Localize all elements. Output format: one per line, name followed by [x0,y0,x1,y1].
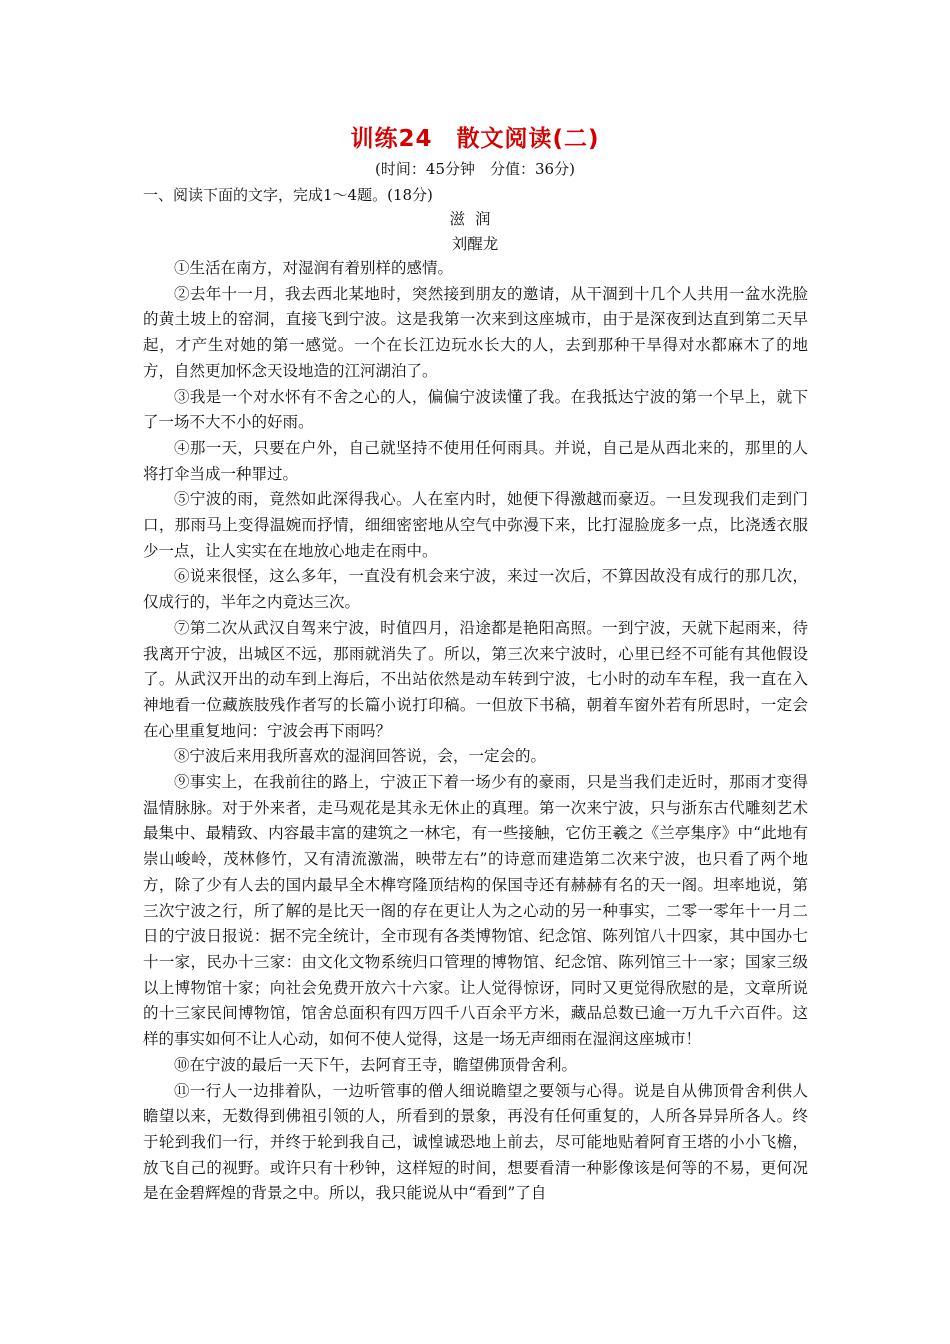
paragraph-7: ⑦第二次从武汉自驾来宁波，时值四月，沿途都是艳阳高照。一到宁波，天就下起雨来，待我离开宁波，出城区不远，那雨就消失了。所以，第三次来宁波时，心里已经不可能有其他假设了。从武汉开出的动车到上海后，不出站依然是动车转到宁波，七小时的动车车程，我一直在入神地看一位藏族肢残作者写的长篇小说打印稿。一但放下书稿，朝着车窗外若有所思时，一定会在心里重复地问：宁波会再下雨吗？ [143,618,808,740]
paragraph-6: ⑥说来很怪，这么多年，一直没有机会来宁波，来过一次后，不算因故没有成行的那几次，仅成行的，半年之内竟达三次。 [143,567,808,612]
essay-title: 滋润 [449,210,501,228]
time-score-info: (时间：45分钟 分值：36分) [375,160,575,178]
essay-body [143,256,808,1207]
paragraph-10: ⑩在宁波的最后一天下午，去阿育王寺，瞻望佛顶骨舍利。 [174,1055,578,1074]
paragraph-3: ③我是一个对水怀有不舍之心的人，偏偏宁波读懂了我。在我抵达宁波的第一个早上，就下了一场不大不小的好雨。 [143,387,808,432]
page-title: 训练24 散文阅读(二) [350,126,600,152]
paragraph-4: ④那一天，只要在户外，自己就坚持不使用任何雨具。并说，自己是从西北来的，那里的人将打伞当成一种罪过。 [143,438,808,483]
paragraph-2: ②去年十一月，我去西北某地时，突然接到朋友的邀请，从干涸到十几个人共用一盆水洗脸的黄土坡上的窑洞，直接飞到宁波。这是我第一次来到这座城市，由于是深夜到达直到第二天早起，才产生对她的第一感觉。一个在长江边玩水长大的人，去到那种干旱得对水都麻木了的地方，自然更加怀念天设地造的江河湖泊了。 [143,284,808,380]
paragraph-1: ①生活在南方，对湿润有着别样的感情。 [174,259,454,277]
paragraph-8: ⑧宁波后来用我所喜欢的湿润回答说，会，一定会的。 [174,747,547,766]
paragraph-5: ⑤宁波的雨，竟然如此深得我心。人在室内时，她便下得激越而豪迈。一旦发现我们走到门口，那雨马上变得温婉而抒情，细细密密地从空气中弥漫下来，比打湿脸庞多一点，比浇透衣服少一点，让人实实在在地放心地走在雨中。 [143,490,808,560]
paragraph-11: ⑪一行人一边排着队，一边听管事的僧人细说瞻望之要领与心得。说是自从佛顶骨舍利供人瞻望以来，无数得到佛祖引领的人，所看到的景象，再没有任何重复的，人所各异异所各人。终于轮到我们一行，并终于轮到我自己，诚惶诚恐地上前去，尽可能地贴着阿育王塔的小小飞檐，放飞自己的视野。或许只有十秒钟，这样短的时间，想要看清一种影像该是何等的不易，更何况是在金碧辉煌的背景之中。所以，我只能说从中“看到”了自 [143,1081,808,1203]
question-instruction: 一、阅读下面的文字，完成1～4题。(18分) [143,186,433,204]
paragraph-9: ⑨事实上，在我前往的路上，宁波正下着一场少有的豪雨，只是当我们走近时，那雨才变得温情脉脉。对于外来者，走马观花是其永无休止的真理。第一次来宁波，只与浙东古代雕刻艺术最集中、最精致、内容最丰富的建筑之一林宅，有一些接触，它仿王羲之《兰亭集序》中“此地有崇山峻岭，茂林修竹，又有清流激湍，映带左右”的诗意而建造第二次来宁波，也只看了两个地方，除了少有人去的国内最早全木榫穹隆顶结构的保国寺还有赫赫有名的天一阁。坦率地说，第三次宁波之行，所了解的是比天一阁的存在更让人为之心动的另一种事实，二零一零年十一月二日的宁波日报说：据不完全统计，全市现有各类博物馆、纪念馆、陈列馆八十四家，其中国办七十一家，民办十三家：由文化文物系统归口管理的博物馆、纪念馆、陈列馆三十一家；国家三级以上博物馆十家；向社会免费开放六十六家。让人觉得惊讶，同时又更觉得欣慰的是，文章所说的十三家民间博物馆，馆舍总面积有四万四千八百余平方米，藏品总数已逾一万九千六百件。这样的事实如何不让人心动，如何不使人觉得，这是一场无声细雨在湿润这座城市！ [143,773,808,1049]
essay-author: 刘醒龙 [451,235,499,253]
